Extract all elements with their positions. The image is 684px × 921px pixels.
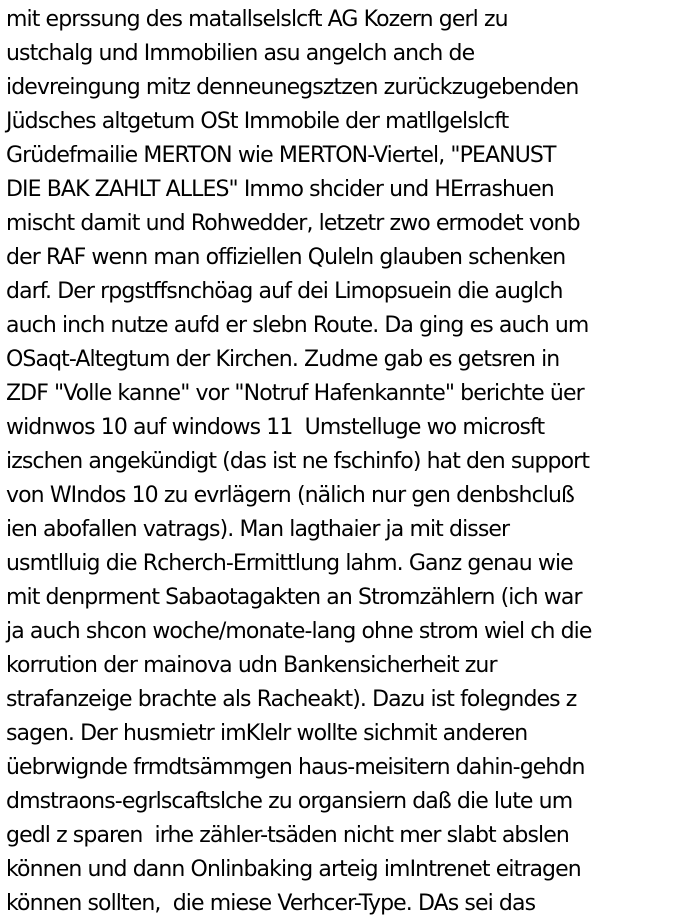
text-line: üebrwignde frmdtsämmgen haus-meisitern dahin-gehdn	[6, 755, 585, 780]
text-line: dmstraons-egrlscaftslche zu organsiern daß die lute um	[6, 789, 573, 814]
text-line: von WIndos 10 zu evrlägern (nälich nur gen denbshcluß	[6, 483, 574, 508]
text-line: der RAF wenn man offiziellen Quleln glauben schenken	[6, 245, 566, 270]
text-line: sagen. Der husmietr imKlelr wollte sichmit anderen	[6, 721, 528, 746]
text-line: Jüdsches altgetum OSt Immobile der matllgelslcft	[6, 109, 509, 134]
text-line: ZDF "Volle kanne" vor "Notruf Hafenkannte" berichte üer	[6, 381, 584, 406]
text-line: mischt damit und Rohwedder, letzetr zwo ermodet vonb	[6, 211, 580, 236]
text-line: ustchalg und Immobilien asu angelch anch de	[6, 41, 475, 66]
text-line: OSaqt-Altegtum der Kirchen. Zudme gab es getsren in	[6, 347, 560, 372]
text-line: idevreingung mitz denneunegsztzen zurückzugebenden	[6, 75, 579, 100]
text-line: Grüdefmailie MERTON wie MERTON-Viertel, "PEANUST	[6, 143, 556, 168]
text-line: können sollten, die miese Verhcer-Type. DAs sei das	[6, 891, 536, 916]
text-line: usmtlluig die Rcherch-Ermittlung lahm. Ganz genau wie	[6, 551, 573, 576]
text-line: auch inch nutze aufd er slebn Route. Da ging es auch um	[6, 313, 589, 338]
text-line: ien abofallen vatrags). Man lagthaier ja mit disser	[6, 517, 510, 542]
text-line: widnwos 10 auf windows 11 Umstelluge wo microsft	[6, 415, 545, 440]
text-line: mit eprssung des matallselslcft AG Kozern gerl zu	[6, 7, 508, 32]
text-line: darf. Der rpgstffsnchöag auf dei Limopsuein die auglch	[6, 279, 563, 304]
text-body	[6, 3, 682, 921]
text-line: gedl z sparen irhe zähler-tsäden nicht mer slabt abslen	[6, 823, 569, 848]
text-line: mit denprment Sabaotagakten an Stromzählern (ich war	[6, 585, 582, 610]
text-line: korrution der mainova udn Bankensicherheit zur	[6, 653, 497, 678]
text-line: ja auch shcon woche/monate-lang ohne strom wiel ch die	[6, 619, 592, 644]
text-line: strafanzeige brachte als Racheakt). Dazu ist folegndes z	[6, 687, 577, 712]
text-line: izschen angekündigt (das ist ne fschinfo) hat den support	[6, 449, 590, 474]
text-line: können und dann Onlinbaking arteig imIntrenet eitragen	[6, 857, 581, 882]
text-line: DIE BAK ZAHLT ALLES" Immo shcider und HErrashuen	[6, 177, 554, 202]
